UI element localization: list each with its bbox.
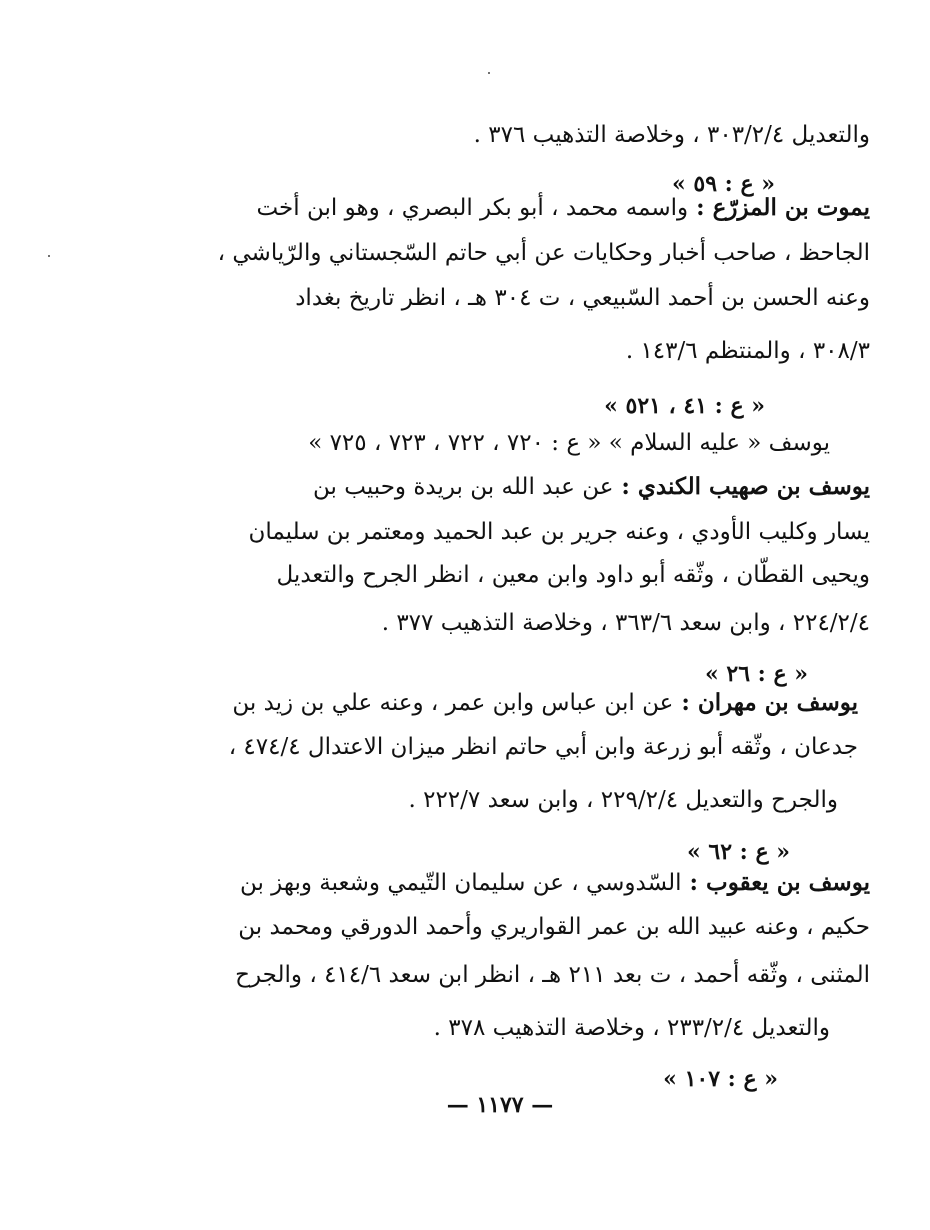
reference-mark: « ع : ١٠٧ » [663, 1066, 778, 1092]
entry-heading: يوسف بن يعقوب : [681, 869, 870, 896]
reference-mark: « ع : ٢٦ » [704, 661, 808, 687]
text-line: ٢٢٤/٢/٤ ، وابن سعد ٣٦٣/٦ ، وخلاصة التذهيب ٣٧٧ . [381, 610, 870, 636]
text-line: المثنى ، وثّقه أحمد ، ت بعد ٢١١ هـ ، انظر ابن سعد ٤١٤/٦ ، والجرح [235, 962, 870, 988]
reference-mark: « ع : ٥٩ » [671, 171, 775, 197]
text-line: جدعان ، وثّقه أبو زرعة وابن أبي حاتم انظر ميزان الاعتدال ٤٧٤/٤ ، [228, 734, 858, 760]
text-line: والتعديل ٢٣٣/٢/٤ ، وخلاصة التذهيب ٣٧٨ . [433, 1015, 830, 1041]
entry-text: السّدوسي ، عن سليمان التّيمي وشعبة وبهز بن [239, 870, 682, 896]
page-number: — ١١٧٧ — [446, 1092, 554, 1118]
entry-line [313, 472, 870, 502]
text-line: ويحيى القطّان ، وثّقه أبو داود وابن معين ، انظر الجرح والتعديل [276, 562, 870, 588]
entry-text: عن عبد الله بن بريدة وحبيب بن [313, 474, 614, 500]
text-line: يسار وكليب الأودي ، وعنه جرير بن عبد الحميد ومعتمر بن سليمان [248, 519, 870, 545]
scan-speck [48, 255, 50, 257]
entry-text: عن ابن عباس وابن عمر ، وعنه علي بن زيد بن [232, 690, 674, 716]
text-line: والتعديل ٣٠٣/٢/٤ ، وخلاصة التذهيب ٣٧٦ . [473, 122, 870, 148]
text-line: ٣٠٨/٣ ، والمنتظم ١٤٣/٦ . [625, 338, 870, 364]
scan-speck [488, 72, 490, 74]
text-line: يوسف « عليه السلام » « ع : ٧٢٠ ، ٧٢٢ ، ٧٢٣ ، ٧٢٥ » [308, 430, 830, 456]
text-line: وعنه الحسن بن أحمد السّبيعي ، ت ٣٠٤ هـ ، انظر تاريخ بغداد [295, 285, 870, 311]
entry-heading: يموت بن المزرّع : [688, 194, 870, 221]
entry-heading: يوسف بن مهران : [673, 689, 858, 716]
text-line: الجاحظ ، صاحب أخبار وحكايات عن أبي حاتم السّجستاني والرّياشي ، [217, 240, 870, 266]
text-line: والجرح والتعديل ٢٢٩/٢/٤ ، وابن سعد ٢٢٢/٧ . [408, 787, 838, 813]
entry-line [240, 868, 870, 898]
entry-line [232, 688, 858, 718]
text-line: حكيم ، وعنه عبيد الله بن عمر القواريري وأحمد الدورقي ومحمد بن [238, 914, 870, 940]
reference-mark: « ع : ٤١ ، ٥٢١ » [604, 393, 765, 419]
entry-line [256, 193, 870, 223]
entry-text: واسمه محمد ، أبو بكر البصري ، وهو ابن أخت [256, 195, 689, 221]
reference-mark: « ع : ٦٢ » [686, 839, 790, 865]
entry-heading: يوسف بن صهيب الكندي : [613, 473, 870, 500]
